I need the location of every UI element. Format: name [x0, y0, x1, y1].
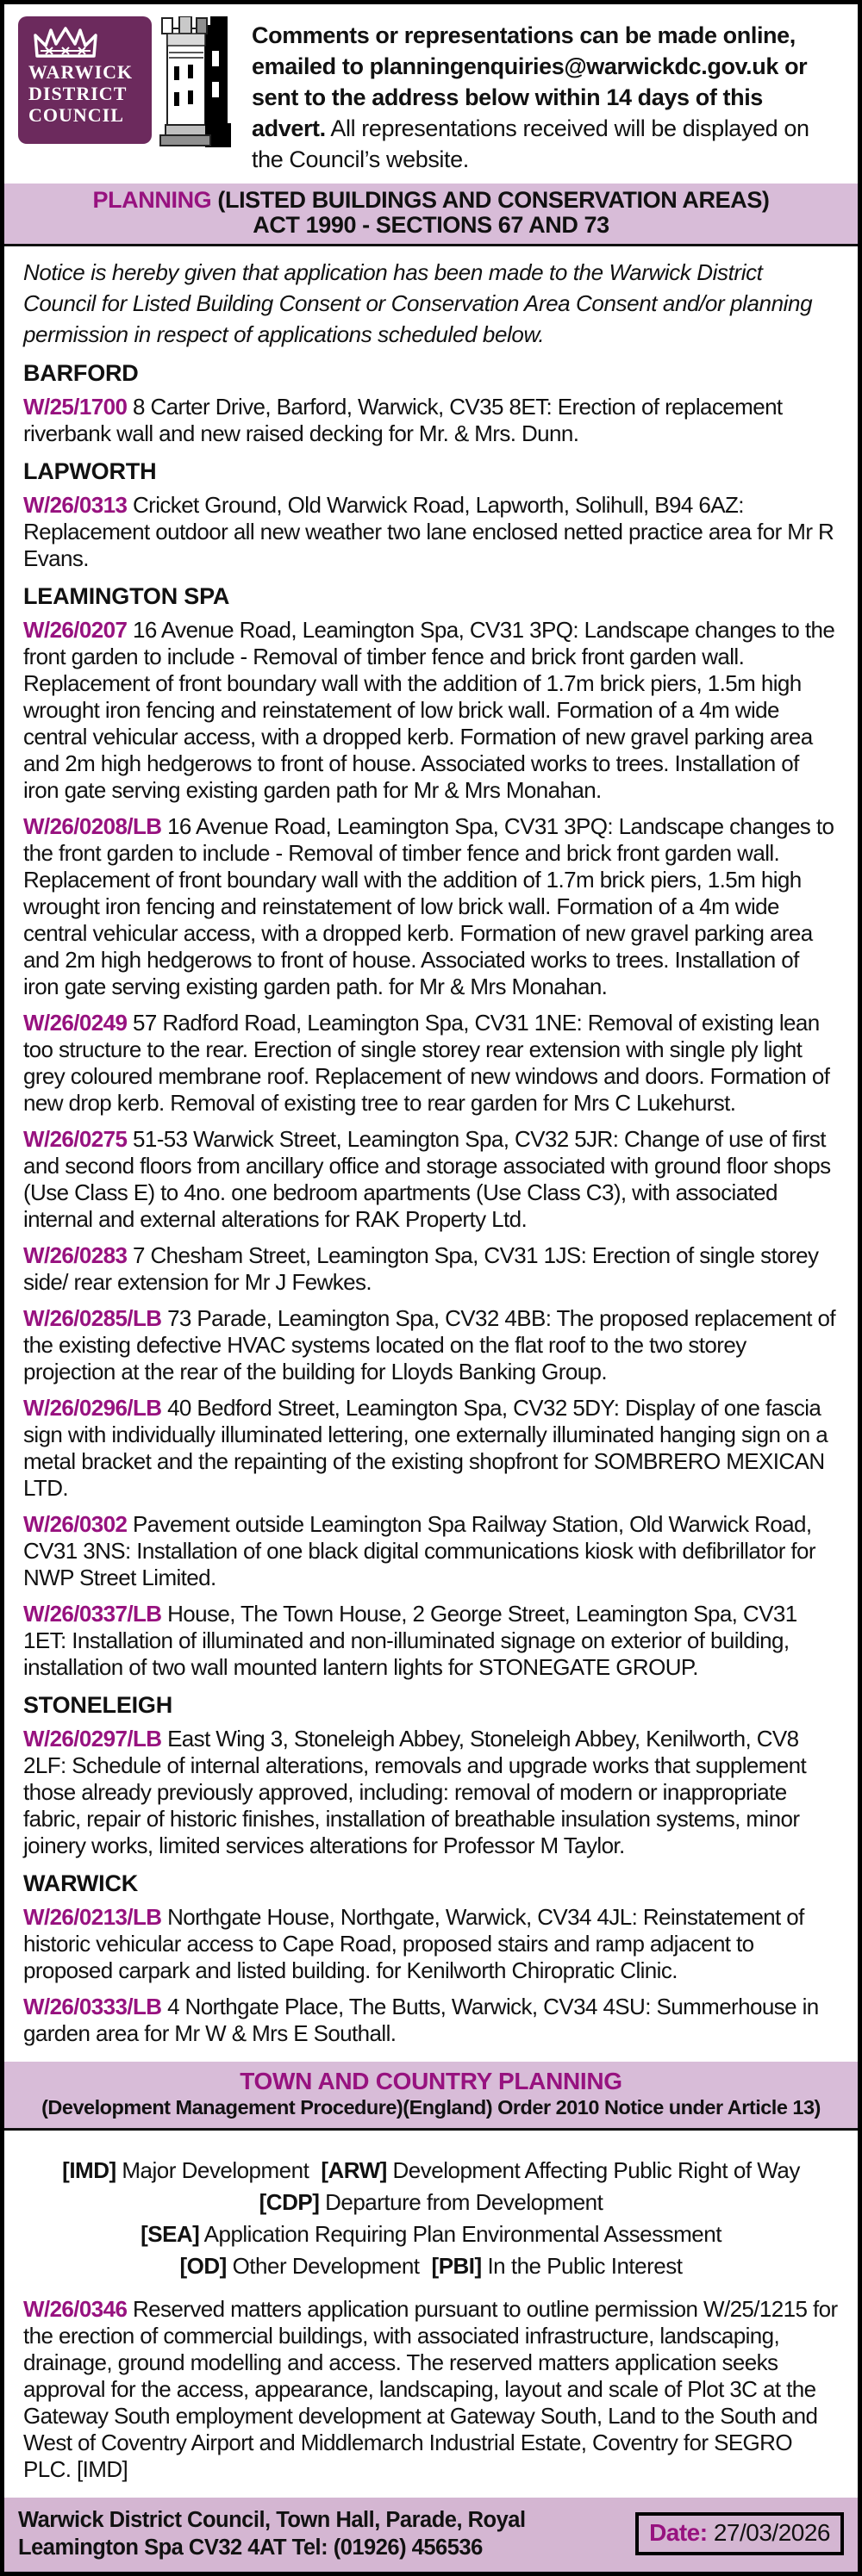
legend-label: Major Development [122, 2157, 309, 2183]
date-value: 27/03/2026 [713, 2519, 830, 2546]
application-description: 7 Chesham Street, Leamington Spa, CV31 1JS: Erection of single storey side/ rear extension for Mr J Fewkes. [23, 1242, 819, 1295]
application-ref: W/26/0208/LB [23, 813, 162, 839]
application-description: 51-53 Warwick Street, Leamington Spa, CV32 5JR: Change of use of first and second floors from ancillary office and storage associated with ground floor shops (Use Class E) to 4no. one bedroom apartments (Use Class C3), with associated internal and external alterations for RAK Property Ltd. [23, 1126, 831, 1232]
application-description: Pavement outside Leamington Spa Railway Station, Old Warwick Road, CV31 3NS: Installation of one black digital communications kiosk with defibrillator for NWP Street Limited. [23, 1511, 815, 1590]
application-description: East Wing 3, Stoneleigh Abbey, Stoneleigh Abbey, Kenilworth, CV8 2LF: Schedule of internal alterations, removals and upgrade works that supplement those already previously approved, including: removal of modern or inappropriate fabric, repair of historic finishes, installation of breathable insulation systems, minor joinery works, limited services alterations for Professor M Taylor. [23, 1726, 807, 1858]
application-ref: W/26/0313 [23, 492, 128, 518]
logo-line-district: DISTRICT [28, 83, 128, 104]
legend-code: [OD] [179, 2253, 227, 2279]
notice-body [4, 246, 858, 2062]
application-entry [23, 2296, 839, 2483]
tcp-banner-title: TOWN AND COUNTRY PLANNING [240, 2068, 622, 2094]
application-description: Cricket Ground, Old Warwick Road, Lapworth, Solihull, B94 6AZ: Replacement outdoor all new weather two lane enclosed netted practice area for Mr R Evans. [23, 492, 834, 571]
application-ref: W/26/0283 [23, 1242, 128, 1268]
section-heading: BARFORD [23, 360, 139, 386]
legend-label: In the Public Interest [487, 2253, 683, 2279]
application-entry [23, 1601, 839, 1681]
application-entry [23, 394, 839, 447]
footer-band [4, 2498, 858, 2572]
date-label: Date: [649, 2519, 708, 2546]
section-heading: STONELEIGH [23, 1692, 173, 1718]
application-entry [23, 617, 839, 804]
application-description: 40 Bedford Street, Leamington Spa, CV32 5DY: Display of one fascia sign with individually illuminated lettering, one externally illuminated hanging sign on a metal bracket and the repainting of the existing shopfront for SOMBRERO MEXICAN LTD. [23, 1395, 828, 1501]
legend-code: [IMD] [62, 2157, 116, 2183]
castle-tower-icon [157, 16, 233, 147]
tcp-banner [4, 2062, 858, 2131]
application-entry [23, 1305, 839, 1385]
application-ref: W/26/0302 [23, 1511, 128, 1537]
application-ref: W/26/0296/LB [23, 1395, 162, 1421]
legend-line [23, 2155, 839, 2187]
legend-code: [ARW] [321, 2157, 387, 2183]
legend-label: Other Development [232, 2253, 420, 2279]
section-heading: LEAMINGTON SPA [23, 583, 230, 609]
legend-line [23, 2250, 839, 2282]
application-entry [23, 1511, 839, 1591]
crown-icon [34, 25, 97, 59]
application-description: Reserved matters application pursuant to outline permission W/25/1215 for the erection of commercial buildings, with associated infrastructure, landscaping, drainage, ground modelling and access. The reserved matters application seeks approval for the access, appearance, landscaping, layout and scale of Plot 3C at the Gateway South employment development at Gateway South, Land to the South and West of Coventry Airport and Middlemarch Industrial Estate, Coventry for SEGRO PLC. [IMD] [23, 2296, 838, 2482]
legend-code: [CDP] [259, 2189, 320, 2215]
application-entry [23, 1126, 839, 1233]
application-description: 16 Avenue Road, Leamington Spa, CV31 3PQ: Landscape changes to the front garden to include - Removal of timber fence and brick front garden wall. Replacement of front boundary wall with the addition of 1.7m brick piers, 1.5m high wrought iron fencing and reinstatement of low brick wall. Formation of a 4m wide central vehicular access, with a dropped kerb. Formation of new gravel parking area and 2m high hedgerows to front of house. Associated works to trees. Installation of iron gate serving existing garden path. for Mr & Mrs Monahan. [23, 813, 834, 999]
act-banner-highlight: PLANNING [92, 187, 212, 213]
legend-code: [SEA] [141, 2221, 200, 2247]
application-ref: W/26/0285/LB [23, 1305, 162, 1331]
application-ref: W/26/0249 [23, 1010, 128, 1036]
council-address: Warwick District Council, Town Hall, Parade, Royal Leamington Spa CV32 4AT Tel: (01926) 456536 [18, 2508, 526, 2560]
legend-label: Departure from Development [325, 2189, 603, 2215]
application-entry [23, 1010, 839, 1117]
legend-label: Application Requiring Plan Environmental Assessment [203, 2221, 721, 2247]
council-logo-text [28, 61, 152, 126]
application-entry [23, 1726, 839, 1859]
legend-line [23, 2218, 839, 2250]
application-description: 8 Carter Drive, Barford, Warwick, CV35 8ET: Erection of replacement riverbank wall and new raised decking for Mr. & Mrs. Dunn. [23, 394, 783, 446]
tcp-entry-container [23, 2296, 839, 2483]
application-ref: W/26/0337/LB [23, 1601, 162, 1627]
notice-statement: Notice is hereby given that application has been made to the Warwick District Council for Listed Building Consent or Conservation Area Consent and/or planning permission in respect of applications scheduled below. [23, 259, 813, 347]
logo-line-warwick: WARWICK [28, 61, 134, 83]
legend-code: [PBI] [431, 2253, 482, 2279]
tcp-body [4, 2136, 858, 2498]
tcp-banner-subtitle: (Development Management Procedure)(England) Order 2010 Notice under Article 13) [41, 2096, 821, 2119]
application-ref: W/26/0333/LB [23, 1994, 162, 2019]
legend-label: Development Affecting Public Right of Way [392, 2157, 800, 2183]
application-ref: W/26/0297/LB [23, 1726, 162, 1752]
council-logo-box [18, 16, 152, 144]
application-description: 73 Parade, Leamington Spa, CV32 4BB: The proposed replacement of the existing defective HVAC systems located on the flat roof to the two storey projection at the rear of the building for Lloyds Banking Group. [23, 1305, 835, 1384]
legend [23, 2155, 839, 2282]
application-description: 4 Northgate Place, The Butts, Warwick, CV34 4SU: Summerhouse in garden area for Mr W & Mrs E Southall. [23, 1994, 819, 2046]
masthead-instructions [252, 16, 842, 175]
act-banner [4, 184, 858, 246]
masthead-instructions-regular: All representations received will be displayed on the Council’s website. [252, 115, 809, 172]
council-logo [18, 16, 233, 147]
masthead [4, 4, 858, 184]
application-ref: W/26/0207 [23, 617, 128, 643]
application-description: House, The Town House, 2 George Street, Leamington Spa, CV31 1ET: Installation of illuminated and non-illuminated signage on exterior of building, installation of two wall mounted lantern lights for STONEGATE GROUP. [23, 1601, 797, 1680]
application-entry [23, 1395, 839, 1502]
legend-line [23, 2187, 839, 2218]
act-banner-line2: ACT 1990 - SECTIONS 67 AND 73 [253, 212, 609, 238]
application-ref: W/26/0275 [23, 1126, 128, 1152]
application-description: Northgate House, Northgate, Warwick, CV34 4JL: Reinstatement of historic vehicular access to Cape Road, proposed stairs and ramp adjacent to proposed carpark and listed building. for Kenilworth Chiropratic Clinic. [23, 1904, 804, 1983]
application-description: 57 Radford Road, Leamington Spa, CV31 1NE: Removal of existing lean too structure to the rear. Erection of single storey rear extension with single ply light grey coloured membrane roof. Replacement of new windows and doors. Formation of new drop kerb. Removal of existing tree to rear garden for Mrs C Lukehurst. [23, 1010, 830, 1116]
section-heading: LAPWORTH [23, 458, 157, 484]
application-ref: W/26/0213/LB [23, 1904, 162, 1930]
section-heading: WARWICK [23, 1870, 139, 1896]
masthead-instructions-bold: Comments or representations can be made online, emailed to planningenquiries@warwickdc.gov.uk or sent to the address below within 14 days of this advert. [252, 22, 808, 141]
application-entry [23, 1242, 839, 1296]
application-sections [23, 358, 839, 2047]
logo-line-council: COUNCIL [28, 104, 124, 126]
application-ref: W/26/0346 [23, 2296, 128, 2322]
act-banner-line1-rest: (LISTED BUILDINGS AND CONSERVATION AREAS) [211, 187, 770, 213]
application-entry [23, 813, 839, 1000]
application-entry [23, 492, 839, 572]
application-entry [23, 1904, 839, 1984]
application-description: 16 Avenue Road, Leamington Spa, CV31 3PQ: Landscape changes to the front garden to include - Removal of timber fence and brick front garden wall. Replacement of front boundary wall with the addition of 1.7m brick piers, 1.5m high wrought iron fencing and reinstatement of low brick wall. Formation of a 4m wide central vehicular access, with a dropped kerb. Formation of new gravel parking area and 2m high hedgerows to front of house. Associated works to trees. Installation of iron gate serving existing garden path for Mr & Mrs Monahan. [23, 617, 835, 803]
application-ref: W/25/1700 [23, 394, 128, 420]
application-entry [23, 1994, 839, 2047]
act-banner-line1 [13, 188, 849, 213]
date-box [635, 2512, 844, 2555]
